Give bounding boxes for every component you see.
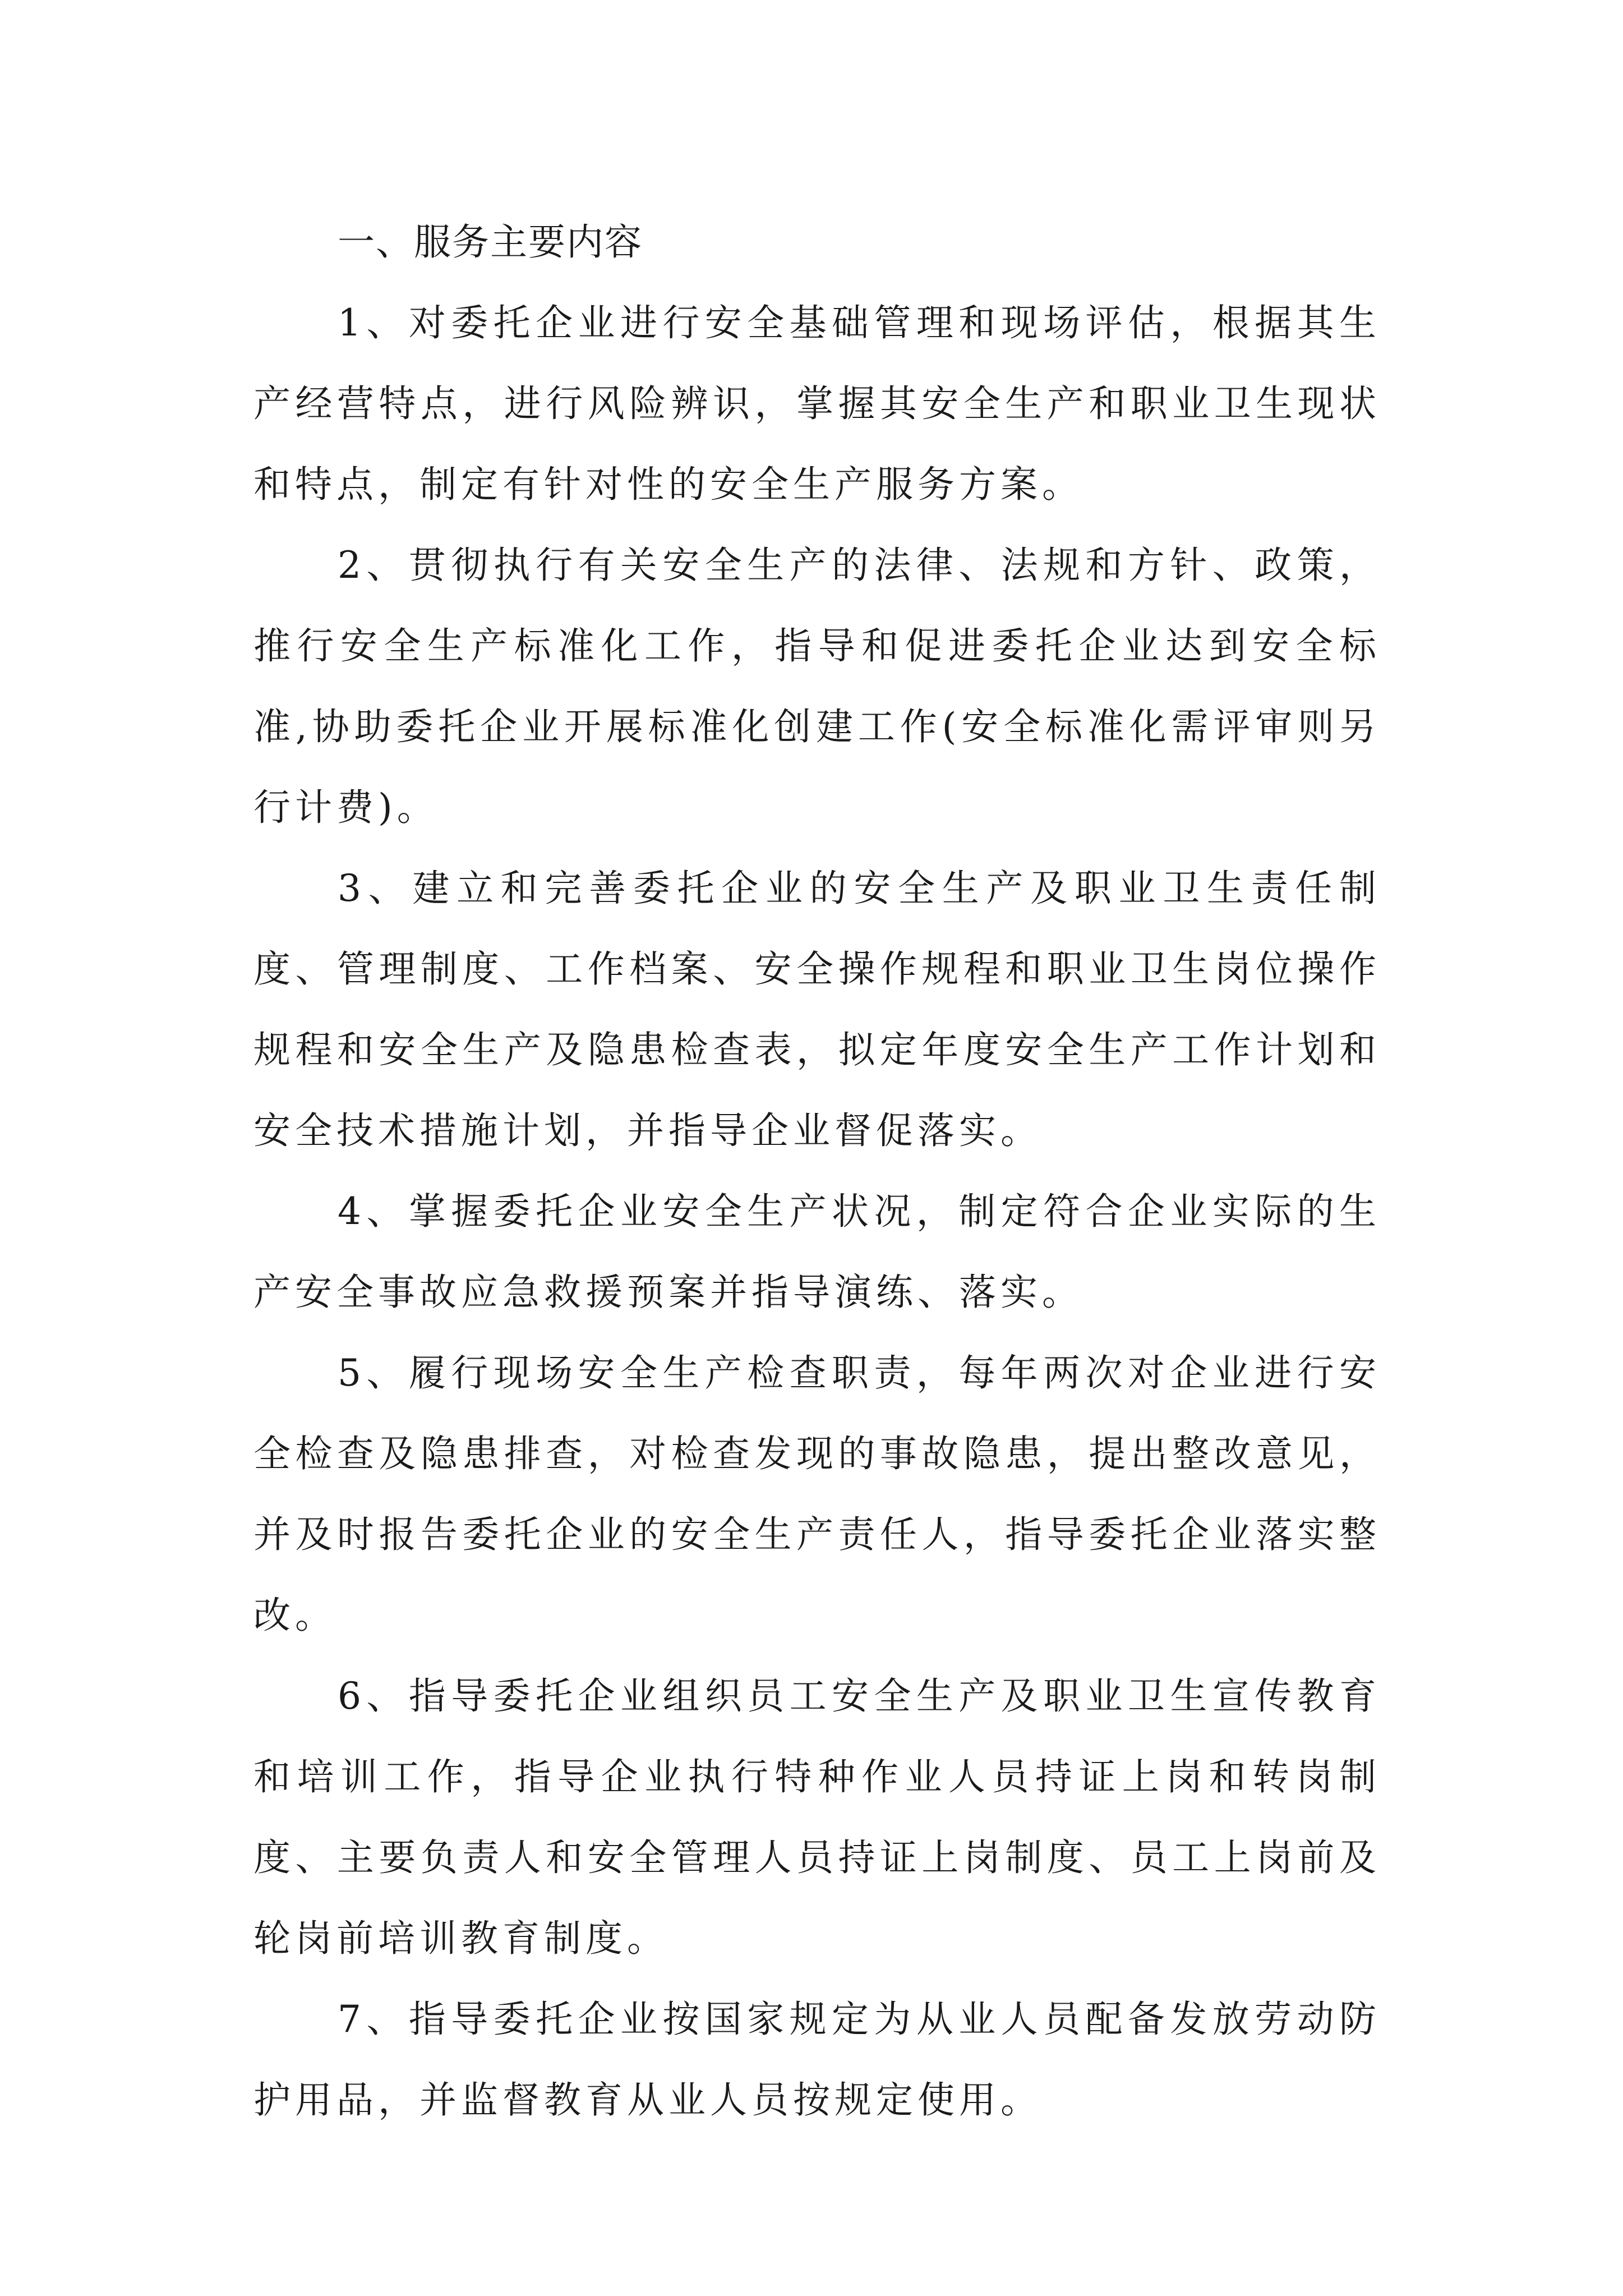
section-heading: 一、服务主要内容 xyxy=(338,220,643,264)
paragraph-item-1: 1、对委托企业进行安全基础管理和现场评估，根据其生产经营特点，进行风险辨识，掌握其安全生产和职业卫生现状和特点，制定有针对性的安全生产服务方案。 xyxy=(253,301,1381,506)
document-body xyxy=(253,202,1381,2141)
paragraph-item-3: 3、建立和完善委托企业的安全生产及职业卫生责任制度、管理制度、工作档案、安全操作规程和职业卫生岗位操作规程和安全生产及隐患检查表，拟定年度安全生产工作计划和安全技术措施计划，并指导企业督促落实。 xyxy=(253,867,1381,1152)
paragraph-item-4: 4、掌握委托企业安全生产状况，制定符合企业实际的生产安全事故应急救援预案并指导演练、落实。 xyxy=(253,1190,1381,1314)
paragraph-item-2: 2、贯彻执行有关安全生产的法律、法规和方针、政策，推行安全生产标准化工作，指导和促进委托企业达到安全标准,协助委托企业开展标准化创建工作(安全标准化需评审则另行计费)。 xyxy=(253,544,1381,829)
paragraph-item-6: 6、指导委托企业组织员工安全生产及职业卫生宣传教育和培训工作，指导企业执行特种作业人员持证上岗和转岗制度、主要负责人和安全管理人员持证上岗制度、员工上岗前及轮岗前培训教育制度。 xyxy=(253,1674,1381,1960)
paragraph-item-5: 5、履行现场安全生产检查职责，每年两次对企业进行安全检查及隐患排查，对检查发现的事故隐患，提出整改意见，并及时报告委托企业的安全生产责任人，指导委托企业落实整改。 xyxy=(253,1351,1381,1637)
paragraph-item-7: 7、指导委托企业按国家规定为从业人员配备发放劳动防护用品，并监督教育从业人员按规定使用。 xyxy=(253,1998,1381,2122)
